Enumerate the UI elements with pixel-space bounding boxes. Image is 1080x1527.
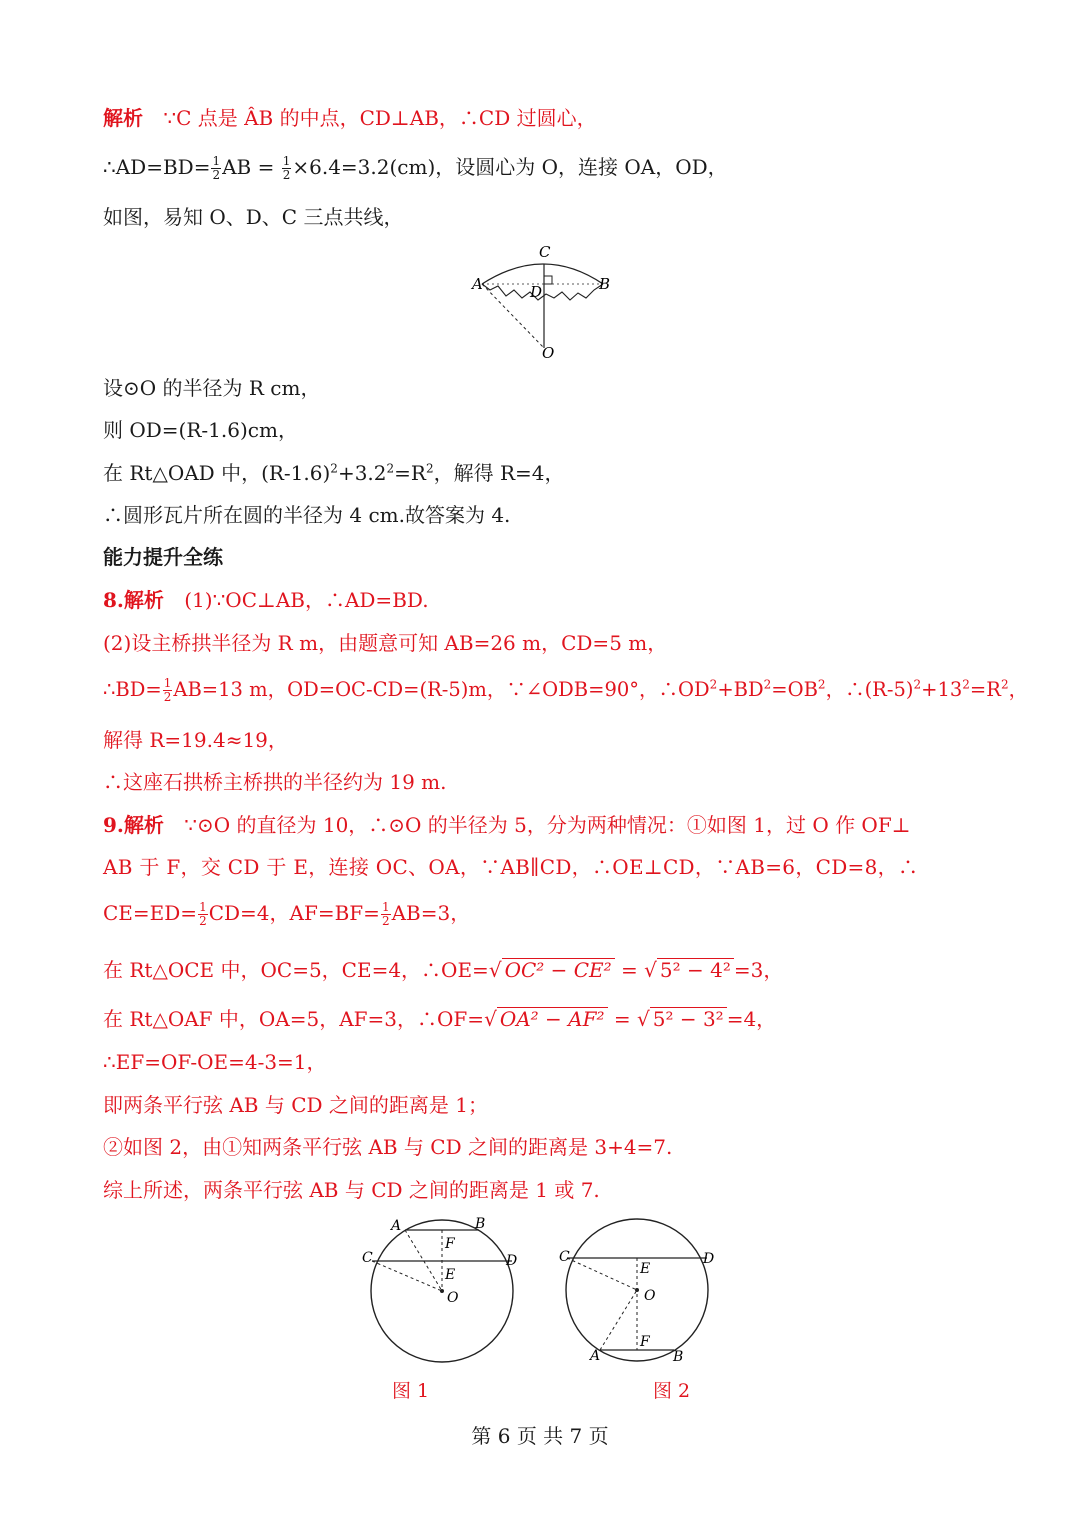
sup: 2 <box>763 677 772 692</box>
s7-line-2 <box>103 153 728 182</box>
sup: 2 <box>1000 677 1009 692</box>
label-e: E <box>640 1261 651 1277</box>
label-f: F <box>640 1334 650 1350</box>
text-span: 在 Rt△OAD 中，(R-1.6) <box>103 461 331 485</box>
figure-1-caption: 图 1 <box>392 1380 430 1402</box>
q8-label: 8.解析 <box>103 588 164 612</box>
figure-1 <box>355 1210 530 1370</box>
s7-line-5: 则 OD=(R-1.6)cm， <box>103 418 298 442</box>
q9-label: 9.解析 <box>103 813 164 837</box>
label-a: A <box>472 275 483 293</box>
frac-num: 1 <box>199 900 207 914</box>
fraction <box>282 155 292 182</box>
page-footer: 第 6 页 共 7 页 <box>471 1424 609 1448</box>
fraction <box>163 677 173 704</box>
sup: 2 <box>425 461 434 476</box>
frac-den: 2 <box>163 690 172 704</box>
label-d: D <box>506 1253 518 1269</box>
q9-line-2: AB 于 F，交 CD 于 E，连接 OC、OA，∵AB∥CD，∴OE⊥CD，∵AB=6，CD=8，∴ <box>103 855 919 879</box>
s7-line-3: 如图，易知 O、D、C 三点共线， <box>103 205 404 229</box>
center-dot <box>440 1289 444 1293</box>
label-c: C <box>362 1250 373 1266</box>
text-span: AB=3， <box>391 901 471 925</box>
sup: 2 <box>330 461 338 476</box>
text-span: ∴BD= <box>103 678 162 701</box>
label-d: D <box>703 1251 715 1267</box>
text-span: AB=13 m，OD=OC-CD=(R-5)m，∵∠ODB=90°，∴OD <box>173 678 710 701</box>
text-span: CD=4，AF=BF= <box>208 901 380 925</box>
text-span: 在 Rt△OCE 中，OC=5，CE=4，∴OE= <box>103 958 489 982</box>
s7-line-4: 设⊙O 的半径为 R cm， <box>103 376 321 400</box>
frac-num: 1 <box>381 900 390 914</box>
radicand: 5² − 3² <box>650 1007 727 1030</box>
q9-line-6: ∴EF=OF-OE=4-3=1， <box>103 1050 327 1074</box>
text-span: 在 Rt△OAF 中，OA=5，AF=3，∴OF= <box>103 1007 485 1031</box>
label-o: O <box>644 1288 656 1304</box>
frac-num: 1 <box>212 154 221 168</box>
label-a: A <box>391 1218 402 1234</box>
label-b: B <box>475 1216 486 1232</box>
text-span: AB = <box>222 155 275 179</box>
text-span: = <box>607 1007 637 1031</box>
frac-den: 2 <box>282 168 291 182</box>
radicand: 5² − 4² <box>657 958 734 981</box>
q8-line-3 <box>103 676 1028 704</box>
text-span: (1)∵OC⊥AB，∴AD=BD. <box>184 588 429 612</box>
s7-line-1 <box>103 104 597 132</box>
q8-line-2: (2)设主桥拱半径为 R m，由题意可知 AB=26 m，CD=5 m， <box>103 631 668 655</box>
sup: 2 <box>913 677 922 692</box>
sup: 2 <box>709 677 718 692</box>
q9-line-5: 在 Rt△OAF 中，OA=5，AF=3，∴OF=√ OA² − AF² = √ 5² − 3² =4， <box>103 1007 777 1031</box>
label-o: O <box>447 1290 459 1306</box>
q8-line-4: 解得 R=19.4≈19， <box>103 728 288 752</box>
label-b: B <box>599 275 611 293</box>
text-span: CE=ED= <box>103 901 198 925</box>
text-span: = <box>614 958 645 982</box>
frac-den: 2 <box>212 168 221 182</box>
text-span: ， <box>1008 678 1029 701</box>
sup: 2 <box>386 461 395 476</box>
text-span: +13 <box>921 678 963 701</box>
label-e: E <box>445 1267 456 1283</box>
label-f: F <box>445 1236 455 1252</box>
text-span: ∵C 点是 ÂB 的中点，CD⊥AB，∴CD 过圆心， <box>163 106 597 130</box>
sup: 2 <box>817 677 826 692</box>
figure-2-caption: 图 2 <box>653 1380 691 1402</box>
sup: 2 <box>962 677 970 692</box>
arc <box>482 264 603 284</box>
radicand: OC² − CE² <box>502 958 615 981</box>
right-angle-mark <box>544 276 552 284</box>
line-oa <box>600 1290 637 1350</box>
text-span: ×6.4=3.2(cm)，设圆心为 O，连接 OA，OD， <box>292 155 728 179</box>
text-span: =R <box>394 461 426 485</box>
q9-line-4: 在 Rt△OCE 中，OC=5，CE=4，∴OE=√ OC² − CE² = √ 5² − 4² =3， <box>103 958 784 982</box>
text-span: =OB <box>771 678 818 701</box>
label-d: D <box>530 283 543 301</box>
text-span: =R <box>969 678 1001 701</box>
fraction <box>198 901 208 928</box>
analysis-label: 解析 <box>103 106 143 130</box>
center-dot <box>635 1288 639 1292</box>
label-c: C <box>559 1249 570 1265</box>
frac-den: 2 <box>381 914 390 928</box>
line-oc <box>567 1258 637 1290</box>
q9-line-8: ②如图 2，由①知两条平行弦 AB 与 CD 之间的距离是 3+4=7. <box>103 1135 673 1159</box>
text-span: +BD <box>717 678 764 701</box>
text-span: =4， <box>726 1007 777 1031</box>
section-title: 能力提升全练 <box>103 545 223 569</box>
text-span: ，解得 R=4， <box>433 461 565 485</box>
q9-line-1 <box>103 811 911 839</box>
fraction <box>211 155 221 182</box>
text-span: ∵⊙O 的直径为 10，∴⊙O 的半径为 5，分为两种情况：①如图 1，过 O 作 OF⊥ <box>184 813 911 837</box>
label-b: B <box>673 1349 684 1365</box>
text-span: +3.2 <box>337 461 387 485</box>
s7-line-7: ∴圆形瓦片所在圆的半径为 4 cm.故答案为 4. <box>103 503 511 527</box>
label-c: C <box>539 243 551 261</box>
fraction <box>381 901 391 928</box>
frac-den: 2 <box>199 914 207 928</box>
frac-num: 1 <box>163 676 172 690</box>
text-span: ，∴(R-5) <box>825 678 914 701</box>
s7-line-6 <box>103 459 565 487</box>
q9-line-9: 综上所述，两条平行弦 AB 与 CD 之间的距离是 1 或 7. <box>103 1178 600 1202</box>
arc-figure <box>460 238 630 363</box>
line-oc <box>372 1261 442 1291</box>
q8-line-1 <box>103 586 429 614</box>
figure-2 <box>552 1210 727 1370</box>
label-a: A <box>590 1348 601 1364</box>
radicand: OA² − AF² <box>497 1007 608 1030</box>
frac-num: 1 <box>282 154 291 168</box>
q8-line-5: ∴这座石拱桥主桥拱的半径约为 19 m. <box>103 770 447 794</box>
q9-line-7: 即两条平行弦 AB 与 CD 之间的距离是 1； <box>103 1093 488 1117</box>
text-span: =3， <box>733 958 784 982</box>
label-o: O <box>542 344 555 362</box>
q9-line-3 <box>103 899 470 928</box>
text-span: ∴AD=BD= <box>103 155 211 179</box>
broken-edge <box>482 284 603 300</box>
